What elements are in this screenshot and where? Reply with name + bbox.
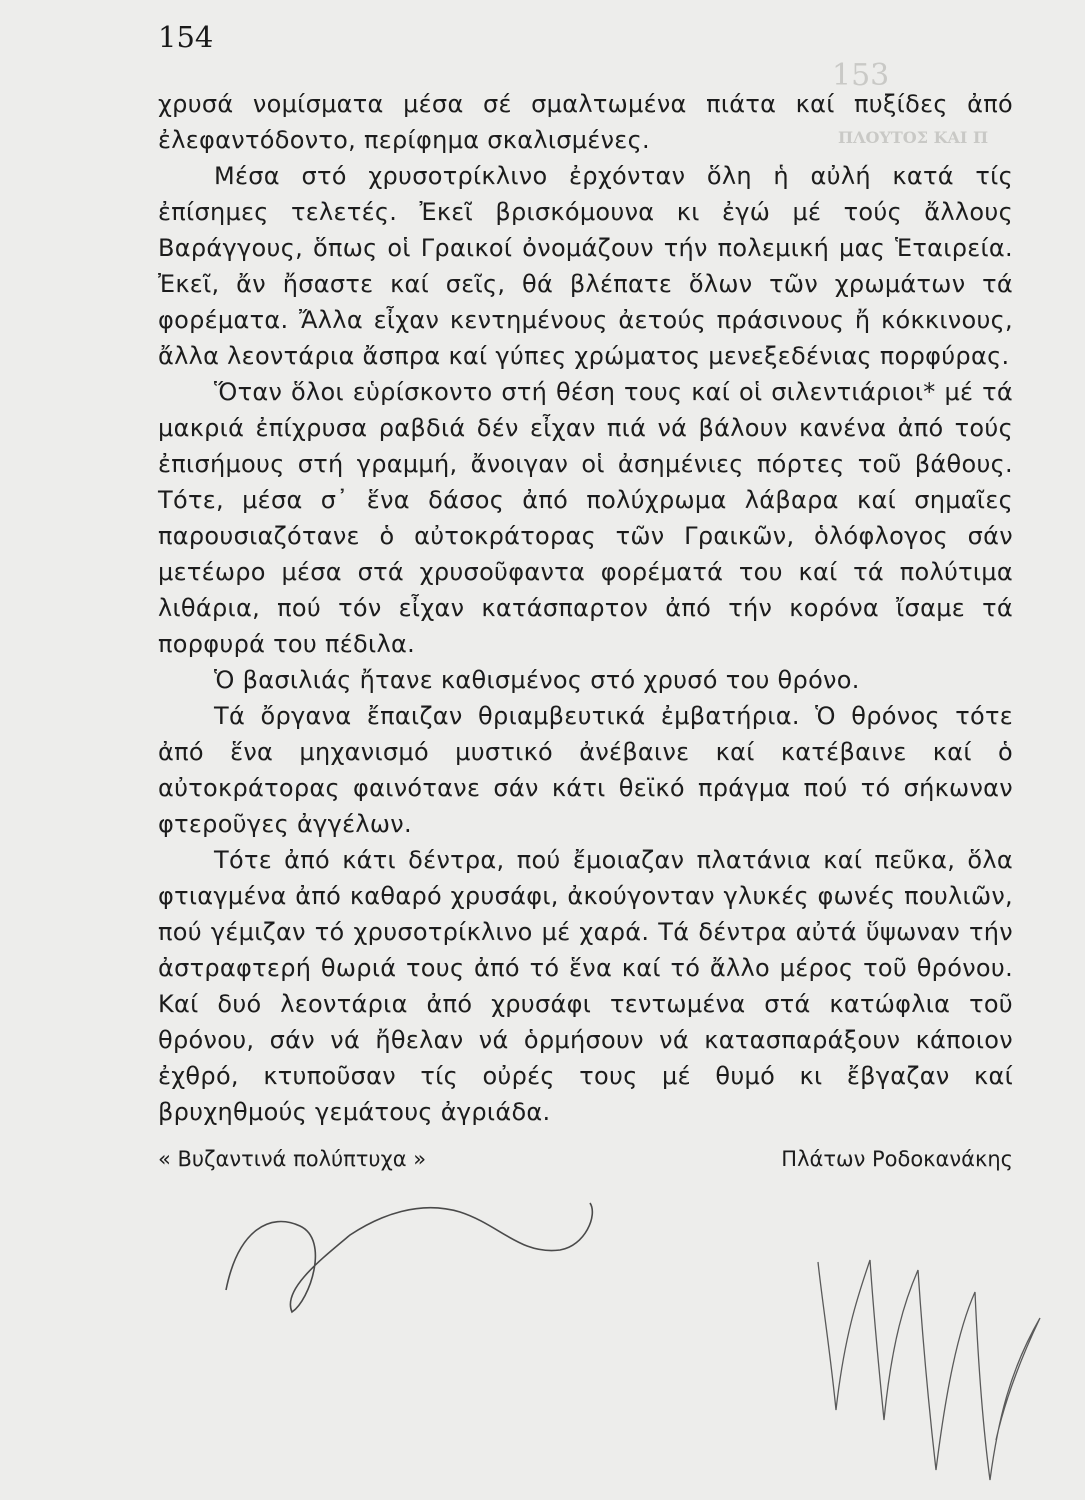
bleed-through-page-number: 153 <box>832 58 890 93</box>
paragraph-3: Ὅταν ὅλοι εὑρίσκοντο στή θέση τους καί οἱ σιλεντιάριοι* μέ τά μακριά ἐπίχρυσα ραβδιά δέν εἶχαν πιά νά βάλουν κανένα ἀπό τούς ἐπισήμους στή γραμμή, ἄνοιγαν οἱ ἀσημένιες πόρτες τοῦ βάθους. Τότε, μέσα σ᾿ ἕνα δάσος ἀπό πολύχρωμα λάβαρα καί σημαῖες παρουσιαζότανε ὁ αὐτοκράτορας τῶν Γραικῶν, ὁλόφλογος σάν μετέωρο μέσα στά χρυσοῦφαντα φορέματά του καί τά πολύτιμα λιθάρια, πού τόν εἶχαν κατάσπαρτον ἀπό τήν κορόνα ἴσαμε τά πορφυρά του πέδιλα. <box>158 378 1013 658</box>
paragraph-1: χρυσά νομίσματα μέσα σέ σμαλτωμένα πιάτα καί πυξίδες ἀπό ἐλεφαντόδοντο, περίφημα σκαλισμένες. <box>158 90 1013 154</box>
scribble-scrawl <box>818 1260 1040 1480</box>
scribble-wave <box>226 1203 592 1312</box>
paragraph-6: Τότε ἀπό κάτι δέντρα, πού ἔμοιαζαν πλατάνια καί πεῦκα, ὅλα φτιαγμένα ἀπό καθαρό χρυσάφι, ἀκούγονταν γλυκές φωνές πουλιῶν, πού γέμιζαν τό χρυσοτρίκλινο μέ χαρά. Τά δέντρα αὐτά ὕψωναν τήν ἀστραφτερή θωριά τους ἀπό τό ἕνα καί τό ἄλλο μέρος τοῦ θρόνου. Καί δυό λεοντάρια ἀπό χρυσάφι τεντωμένα στά κατώφλια τοῦ θρόνου, σάν νά ἤθελαν νά ὁρμήσουν νά κατασπαράξουν κάποιον ἐχθρό, κτυποῦσαν τίς οὐρές τους μέ θυμό κι ἔβγαζαν καί βρυχηθμούς γεμάτους ἀγριάδα. <box>158 846 1013 1126</box>
paragraph-4: Ὁ βασιλιάς ἤτανε καθισμένος στό χρυσό του θρόνο. <box>214 666 860 694</box>
source-title: « Βυζαντινά πολύπτυχα » <box>158 1147 427 1171</box>
bleed-through-heading: ΠΛΟΥΤΟΣ ΚΑΙ Π <box>838 128 989 147</box>
author-name: Πλάτων Ροδοκανάκης <box>781 1147 1013 1171</box>
page-number: 154 <box>158 20 214 54</box>
paragraph-2: Μέσα στό χρυσοτρίκλινο ἐρχόνταν ὅλη ἡ αὐλή κατά τίς ἐπίσημες τελετές. Ἐκεῖ βρισκόμουνα κι ἐγώ μέ τούς ἄλλους Βαράγγους, ὅπως οἱ Γραικοί ὀνομάζουν τήν πολεμική μας Ἑταιρεία. Ἐκεῖ, ἄν ἤσαστε καί σεῖς, θά βλέπατε ὅλων τῶν χρωμάτων τά φορέματα. Ἄλλα εἶχαν κεντημένους ἀετούς πράσινους ἤ κόκκινους, ἄλλα λεοντάρια ἄσπρα καί γύπες χρώματος μενεξεδένιας πορφύρας. <box>158 162 1013 370</box>
paragraph-5: Τά ὄργανα ἔπαιζαν θριαμβευτικά ἐμβατήρια. Ὁ θρόνος τότε ἀπό ἕνα μηχανισμό μυστικό ἀνέβαινε καί κατέβαινε καί ὁ αὐτοκράτορας φαινότανε σάν κάτι θεϊκό πράγμα πού τό σήκωναν φτεροῦγες ἀγγέλων. <box>158 702 1013 838</box>
